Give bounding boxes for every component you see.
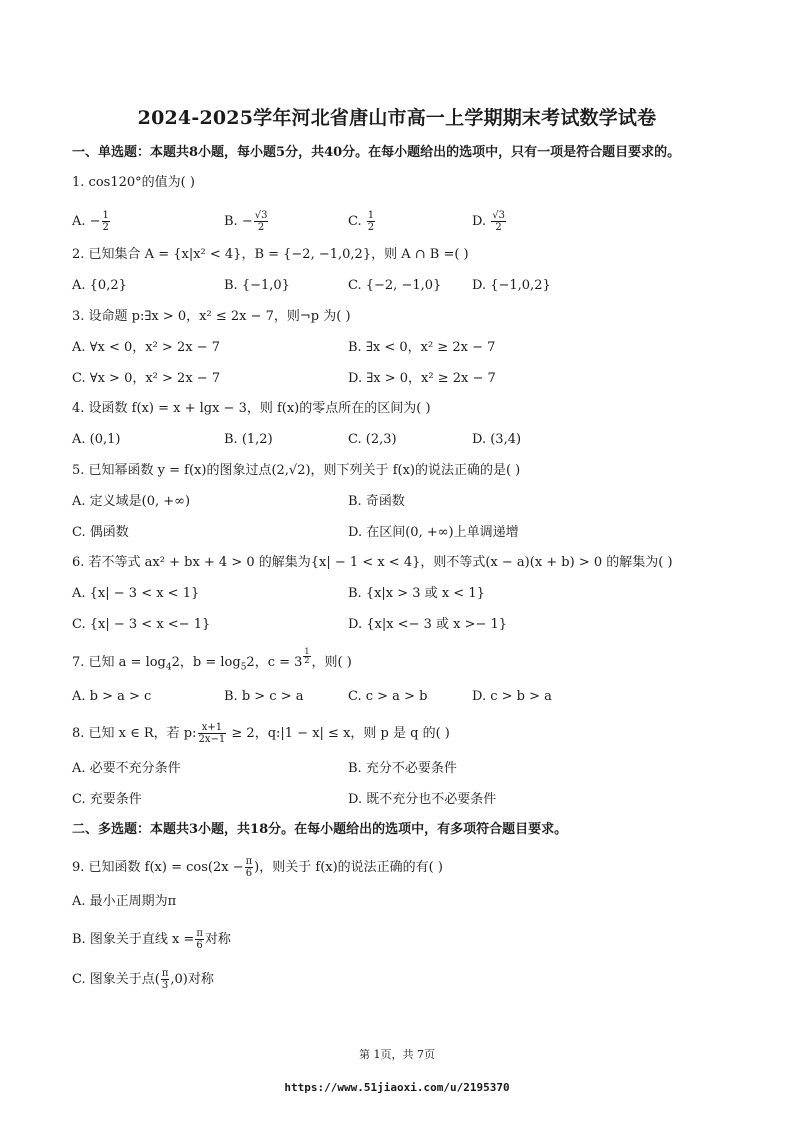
page-title: 2024-2025学年河北省唐山市高一上学期期末考试数学试卷	[137, 107, 657, 129]
q7-option-c: C. c > a > b	[348, 689, 428, 704]
q7-option-b: B. b > c > a	[224, 689, 304, 704]
page-footer: 第 1页，共 7页	[359, 1048, 435, 1061]
q6-option-a: A. {x| − 3 < x < 1}	[72, 586, 200, 601]
q9-option-a: A. 最小正周期为π	[72, 894, 177, 909]
q2-option-a: A. {0,2}	[72, 278, 127, 293]
q4-option-c: C. (2,3)	[348, 432, 397, 447]
question-3: 3. 设命题 p:∃x > 0，x² ≤ 2x − 7，则¬p 为( )	[72, 309, 351, 324]
q4-option-a: A. (0,1)	[72, 432, 121, 447]
q3-option-d: D. ∃x > 0，x² ≥ 2x − 7	[348, 371, 496, 386]
q5-option-d: D. 在区间(0, +∞)上单调递增	[348, 525, 519, 540]
question-9: 9. 已知函数 f(x) = cos(2x − $\frac{\pi}{6}$ )，则关于 f(x)的说法正确的有( )	[72, 856, 443, 879]
q8-option-c: C. 充要条件	[72, 792, 142, 807]
watermark-url: https://www.51jiaoxi.com/u/2195370	[284, 1081, 510, 1094]
q8-option-b: B. 充分不必要条件	[348, 761, 457, 776]
q2-option-d: D. {−1,0,2}	[472, 278, 551, 293]
q1-option-c: C. $\frac{1}{2}$	[348, 210, 375, 233]
q7-option-d: D. c > b > a	[472, 689, 552, 704]
q5-option-c: C. 偶函数	[72, 525, 129, 540]
question-1: 1. cos120°的值为( )	[72, 175, 195, 190]
q2-option-b: B. {−1,0}	[224, 278, 290, 293]
q1-option-d: D. $\frac{√3}{2}$	[472, 210, 505, 233]
q7-option-a: A. b > a > c	[72, 689, 152, 704]
q9-option-b: B. 图象关于直线 x = $\frac{\pi}{6}$ 对称	[72, 928, 231, 951]
q8-option-d: D. 既不充分也不必要条件	[348, 792, 497, 807]
q3-option-a: A. ∀x < 0，x² > 2x − 7	[72, 340, 220, 355]
q1-option-a: A. − $\frac{1}{2}$	[72, 210, 109, 233]
question-2: 2. 已知集合 A = {x|x² < 4}，B = {−2, −1,0,2}，则 A ∩ B =( )	[72, 247, 469, 262]
q3-option-b: B. ∃x < 0，x² ≥ 2x − 7	[348, 340, 496, 355]
question-5: 5. 已知幂函数 y = f(x)的图象过点(2,√2)，则下列关于 f(x)的说法正确的是( )	[72, 463, 521, 478]
question-4: 4. 设函数 f(x) = x + lgx − 3，则 f(x)的零点所在的区间为( )	[72, 401, 431, 416]
question-8: 8. 已知 x ∈ R，若 p: $\frac{x+1}{2x-1}$ ≥ 2，q:|1 − x| ≤ x，则 p 是 q 的( )	[72, 722, 450, 745]
q4-option-d: D. (3,4)	[472, 432, 522, 447]
question-6: 6. 若不等式 ax² + bx + 4 > 0 的解集为{x| − 1 < x < 4}，则不等式(x − a)(x + b) > 0 的解集为( )	[72, 555, 673, 570]
q1-option-b: B. − $\frac{√3}{2}$	[224, 210, 268, 233]
q2-option-c: C. {−2, −1,0}	[348, 278, 442, 293]
question-7: 7. 已知 $a = \log_42$，$b = \log_52$，c = 3 $\frac{1}{2}$ ，则( )	[72, 647, 352, 673]
q6-option-b: B. {x|x > 3 或 x < 1}	[348, 586, 485, 601]
section-multiple-choice: 二、多选题：本题共3小题，共18分。在每小题给出的选项中，有多项符合题目要求。	[72, 822, 568, 837]
section-single-choice: 一、单选题：本题共8小题，每小题5分，共40分。在每小题给出的选项中，只有一项是符合题目要求的。	[72, 145, 681, 160]
q6-option-c: C. {x| − 3 < x <− 1}	[72, 617, 211, 632]
q4-option-b: B. (1,2)	[224, 432, 273, 447]
q8-option-a: A. 必要不充分条件	[72, 761, 181, 776]
q6-option-d: D. {x|x <− 3 或 x >− 1}	[348, 617, 508, 632]
q3-option-c: C. ∀x > 0，x² > 2x − 7	[72, 371, 221, 386]
q9-option-c: C. 图象关于点( $\frac{\pi}{3}$ ,0)对称	[72, 968, 214, 991]
q5-option-b: B. 奇函数	[348, 494, 405, 509]
q5-option-a: A. 定义域是(0, +∞)	[72, 494, 191, 509]
